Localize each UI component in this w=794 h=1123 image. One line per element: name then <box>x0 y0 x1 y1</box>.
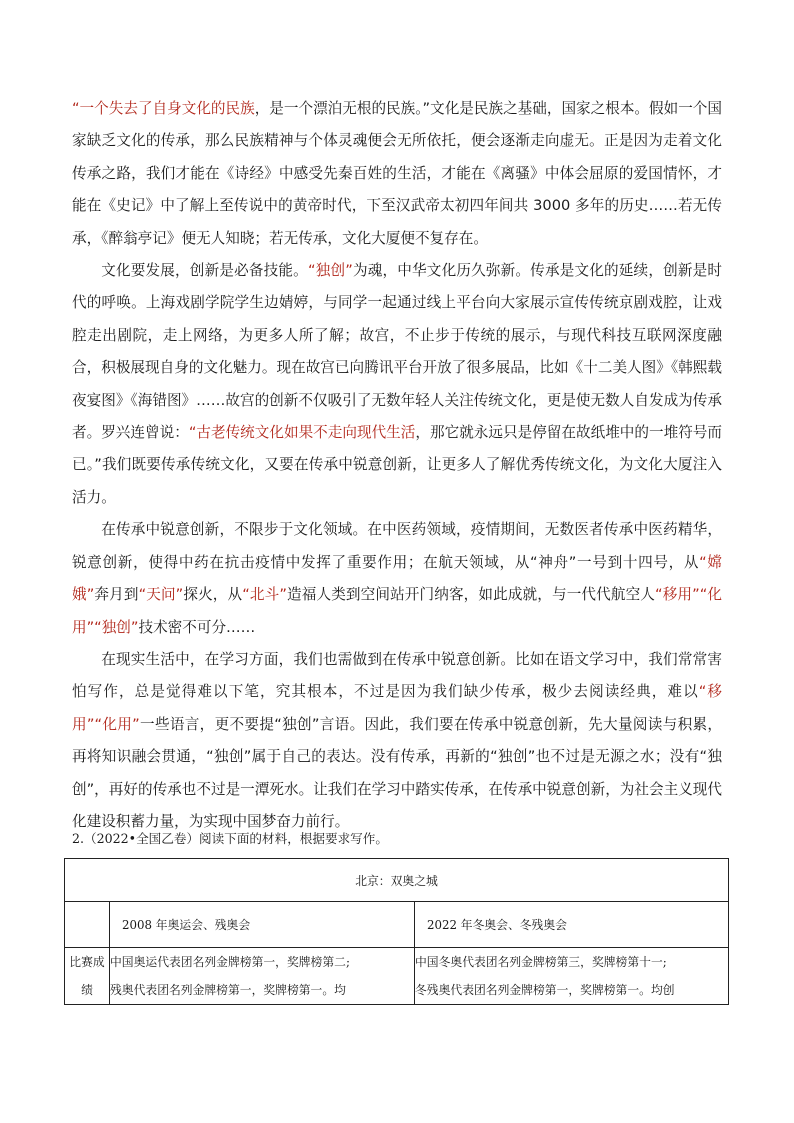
highlight-quote: “北斗” <box>242 586 287 604</box>
paragraph-3: 在传承中锐意创新，不限步于文化领域。在中医药领域，疫情期间，无数医者传承中医药精华，锐意创新，使得中药在抗击疫情中发挥了重要作用；在航天领域，从“神舟”一号到十四号，从“嫦娥”奔月到“天问”探火，从“北斗”造福人类到空间站开门纳客，如此成就，与一代代航空人“移用”“化用”“独创”技术密不可分…… <box>72 521 722 636</box>
question-prompt: 2.（2022•全国乙卷）阅读下面的材料，根据要求写作。 <box>72 831 388 846</box>
cell-2022-results: 中国冬奥代表团名列金牌榜第三，奖牌榜第十一; 冬残奥代表团名列金牌榜第一，奖牌榜第一。均创 <box>415 948 729 1005</box>
paragraph-1: “一个失去了自身文化的民族，是一个漂泊无根的民族。”文化是民族之基础，国家之根本。假如一个国家缺乏文化的传承，那么民族精神与个体灵魂便会无所依托，便会逐渐走向虚无。正是因为走着文化传承之路，我们才能在《诗经》中感受先秦百姓的生活，才能在《离骚》中体会屈原的爱国情怀，才能在《史记》中了解上至传说中的黄帝时代，下至汉武帝太初四年间共 3000 多年的历史……若无传承，《醉翁亭记》便无人知晓；若无传承，文化大厦便不复存在。 <box>72 100 723 247</box>
highlight-quote: “古老传统文化如果不走向现代生活 <box>188 424 416 442</box>
highlight-quote: “移用”“化用”“独创” <box>72 586 722 636</box>
cell-2008-results: 中国奥运代表团名列金牌榜第一，奖牌榜第二; 残奥代表团名列金牌榜第一，奖牌榜第一。均 <box>110 948 415 1005</box>
highlight-quote: “嫦娥” <box>72 553 722 604</box>
table-title: 北京：双奥之城 <box>65 859 729 902</box>
column-header-2008: 2008 年奥运会、残奥会 <box>110 902 415 948</box>
paragraph-2: 文化要发展，创新是必备技能。“独创”为魂，中华文化历久弥新。传承是文化的延续，创新是时代的呼唤。上海戏剧学院学生边婧婷，与同学一起通过线上平台向大家展示宣传传统京剧戏腔，让戏腔走出剧院，走上网络，为更多人所了解；故宫，不止步于传统的展示，与现代科技互联网深度融合，积极展现自身的文化魅力。现在故宫已向腾讯平台开放了很多展品，比如《十二美人图》《韩熙载夜宴图》《海错图》……故宫的创新不仅吸引了无数年轻人关注传统文化，更是使无数人自发成为传承者。罗兴连曾说：“古老传统文化如果不走向现代生活，那它就永远只是停留在故纸堆中的一堆符号而已。”我们既要传承传统文化，又要在传承中锐意创新，让更多人了解优秀传统文化，为文化大厦注入活力。 <box>72 262 722 506</box>
highlight-quote: “独创” <box>307 262 353 280</box>
highlight-quote: “移用”“化用” <box>72 683 722 733</box>
essay-body <box>72 93 722 838</box>
table-corner-cell <box>65 902 110 948</box>
highlight-quote: “天问” <box>138 586 184 604</box>
column-header-2022: 2022 年冬奥会、冬残奥会 <box>415 902 729 948</box>
material-table <box>64 858 729 1005</box>
highlight-quote: “一个失去了自身文化的民族 <box>72 100 255 117</box>
row-label-results: 比赛成绩 <box>65 948 110 1005</box>
paragraph-4: 在现实生活中，在学习方面，我们也需做到在传承中锐意创新。比如在语文学习中，我们常常害怕写作，总是觉得难以下笔，究其根本，不过是因为我们缺少传承，极少去阅读经典，难以“移用”“化用”一些语言，更不要提“独创”言语。因此，我们要在传承中锐意创新，先大量阅读与积累，再将知识融会贯通，“独创”属于自己的表达。没有传承，再新的“独创”也不过是无源之水；没有“独创”，再好的传承也不过是一潭死水。让我们在学习中踏实传承，在传承中锐意创新，为社会主义现代化建设积蓄力量，为实现中国梦奋力前行。 <box>72 650 723 830</box>
